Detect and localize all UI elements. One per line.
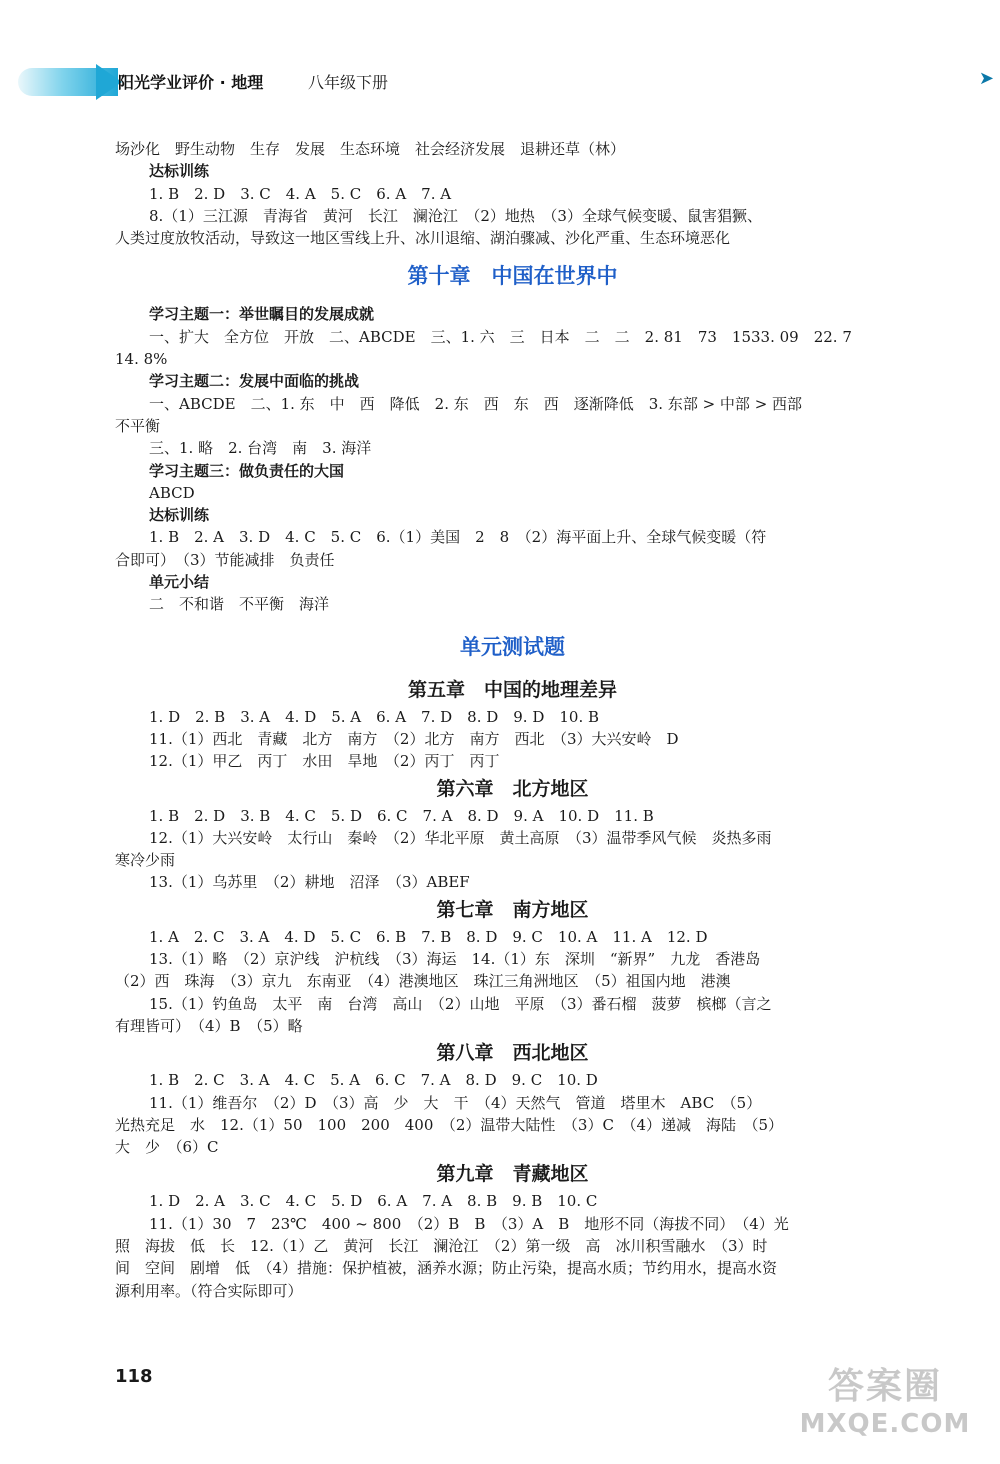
text-line: 大 少 （6）C [115,1138,219,1157]
text-line: 11.（1）30 7 23℃ 400 ~ 800 （2）B B （3）A B 地形不同（海拔不同） （4）光 [149,1214,789,1233]
text-line: 照 海拔 低 长 12.（1）乙 黄河 长江 澜沧江 （2）第一级 高 冰川积雪融水 （3）时 [115,1236,768,1255]
topic-heading: 学习主题二：发展中面临的挑战 [149,372,360,391]
book-grade: 八年级下册 [308,73,389,92]
text-line: 13.（1）乌苏里 （2）耕地 沼泽 （3）ABEF [149,873,470,892]
chapter-title-10: 第十章 中国在世界中 [407,264,618,289]
text-line: 12.（1）甲乙 丙丁 水田 旱地 （2）丙丁 丙丁 [149,752,500,771]
text-line: 有理皆可） （4）B （5）略 [115,1016,303,1035]
text-line: 11.（1）维吾尔 （2）D （3）高 少 大 干 （4）天然气 管道 塔里木 ABC （5） [149,1093,762,1112]
text-line: 11.（1）西北 青藏 北方 南方 （2）北方 南方 西北 （3）大兴安岭 D [149,729,679,748]
text-line: 光热充足 水 12.（1）50 100 200 400 （2）温带大陆性 （3）C （4）递减 海陆 （5） [115,1115,784,1134]
corner-arrow-icon: ➤ [978,68,994,89]
text-line: 一、扩大 全方位 开放 二、ABCDE 三、1. 六 三 日本 二 二 2. 81 73 1533. 09 22. 7 [149,327,852,346]
book-title: 阳光学业评价 · 地理 [118,73,264,92]
text-line: 间 空间 剧增 低 （4）措施：保护植被，涵养水源；防止污染，提高水质；节约用水，提高水资 [115,1259,778,1278]
text-line: 不平衡 [115,416,161,435]
text-line: 1. B 2. A 3. D 4. C 5. C 6.（1）美国 2 8 （2）海平面上升、全球气候变暖（符 [149,528,767,547]
watermark [790,1366,980,1444]
page-header [0,58,1000,108]
topic-heading: 学习主题一：举世瞩目的发展成就 [149,305,375,324]
text-line: 1. D 2. B 3. A 4. D 5. A 6. A 7. D 8. D 9. D 10. B [149,707,600,726]
text-line: 场沙化 野生动物 生存 发展 生态环境 社会经济发展 退耕还草（林） [115,140,626,158]
text-line: 12.（1）大兴安岭 太行山 秦岭 （2）华北平原 黄土高原 （3）温带季风气候 炎热多雨 [149,828,772,847]
unit-test-title: 单元测试题 [460,634,565,659]
text-line: 1. D 2. A 3. C 4. C 5. D 6. A 7. A 8. B 9. B 10. C [149,1192,598,1211]
text-line: 人类过度放牧活动，导致这一地区雪线上升、冰川退缩、湖泊骤减、沙化严重、生态环境恶化 [115,229,731,248]
section-heading: 达标训练 [149,506,210,525]
text-line: 合即可） （3）节能减排 负责任 [115,550,335,569]
text-line: 13.（1）略 （2）京沪线 沪杭线 （3）海运 14.（1）东 深圳 “新界” 九龙 香港岛 [149,950,761,969]
text-line: 1. B 2. D 3. B 4. C 5. D 6. C 7. A 8. D 9. A 10. D 11. B [149,806,654,825]
text-line: 15.（1）钓鱼岛 太平 南 台湾 高山 （2）山地 平原 （3）番石榴 菠萝 槟榔（言之 [149,994,772,1013]
text-line: 一、ABCDE 二、1. 东 中 西 降低 2. 东 西 东 西 逐渐降低 3. 东部 > 中部 > 西部 [149,394,803,413]
text-line: 寒冷少雨 [115,851,176,870]
text-line: 1. B 2. C 3. A 4. C 5. A 6. C 7. A 8. D 9. C 10. D [149,1071,598,1090]
text-line: 1. B 2. D 3. C 4. A 5. C 6. A 7. A [149,184,452,203]
section-heading: 达标训练 [149,162,210,181]
section-heading: 单元小结 [149,573,210,592]
chapter-title-6: 第六章 北方地区 [436,777,589,800]
chapter-title-5: 第五章 中国的地理差异 [407,678,617,701]
chapter-title-7: 第七章 南方地区 [436,898,589,921]
watermark-site: MXQE.COM [799,1409,971,1439]
text-line: 8.（1）三江源 青海省 黄河 长江 澜沧江 （2）地热 （3）全球气候变暖、鼠害猖獗、 [149,206,762,225]
chapter-title-9: 第九章 青藏地区 [436,1163,589,1186]
text-line: 三、1. 略 2. 台湾 南 3. 海洋 [149,439,372,458]
text-line: 1. A 2. C 3. A 4. D 5. C 6. B 7. B 8. D 9. C 10. A 11. A 12. D [149,927,708,946]
text-line: 14. 8% [115,350,168,369]
text-line: 源利用率。（符合实际即可） [115,1281,303,1300]
text-line: ABCD [149,483,195,502]
text-line: （2）西 珠海 （3）京九 东南亚 （4）港澳地区 珠江三角洲地区 （5）祖国内地 港澳 [115,972,731,991]
answer-content [115,138,910,1302]
page-number: 118 [115,1366,153,1387]
topic-heading: 学习主题三：做负责任的大国 [149,461,345,480]
chapter-title-8: 第八章 西北地区 [436,1042,589,1065]
text-line: 二 不和谐 不平衡 海洋 [149,595,330,614]
watermark-logo: 答案圈 [827,1366,942,1407]
